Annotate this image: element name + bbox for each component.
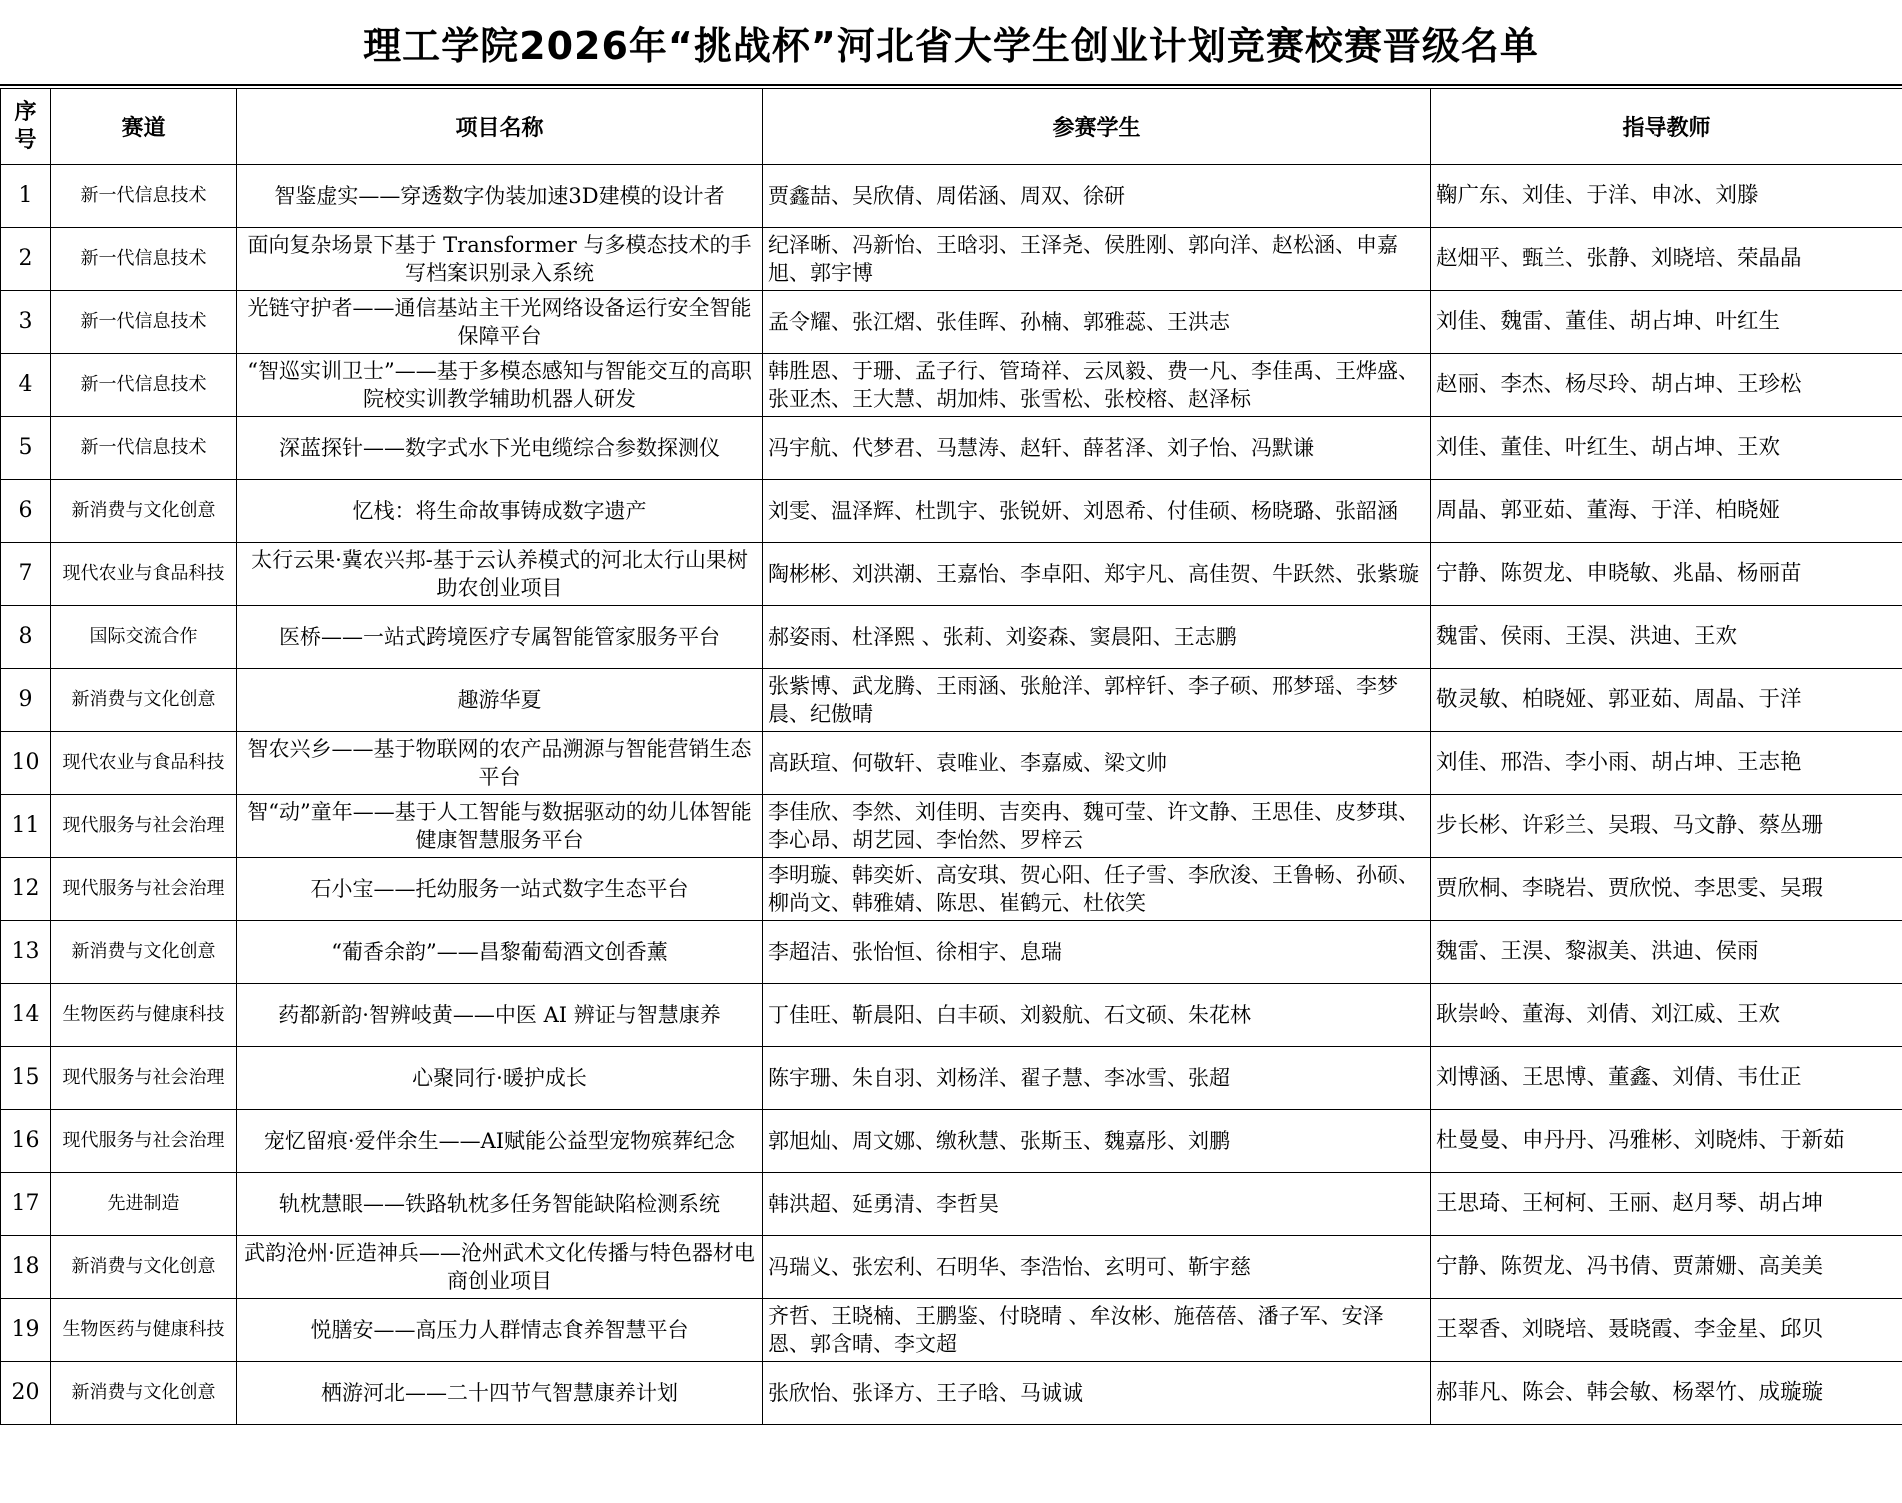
cell-project: 心聚同行·暖护成长 <box>237 1047 763 1110</box>
table-row <box>1 858 1902 921</box>
table-row <box>1 417 1902 480</box>
cell-track: 现代农业与食品科技 <box>51 543 237 606</box>
cell-seq: 11 <box>1 795 51 858</box>
cell-students: 陈宇珊、朱自羽、刘杨洋、翟子慧、李冰雪、张超 <box>763 1047 1431 1110</box>
cell-students: 刘雯、温泽辉、杜凯宇、张锐妍、刘恩希、付佳硕、杨晓璐、张韶涵 <box>763 480 1431 543</box>
header-teachers: 指导教师 <box>1431 89 1902 165</box>
cell-project: 栖游河北——二十四节气智慧康养计划 <box>237 1362 763 1425</box>
cell-teachers: 步长彬、许彩兰、吴瑕、马文静、蔡丛珊 <box>1431 795 1902 858</box>
cell-teachers: 赵畑平、甄兰、张静、刘晓培、荣晶晶 <box>1431 228 1902 291</box>
cell-seq: 15 <box>1 1047 51 1110</box>
cell-seq: 9 <box>1 669 51 732</box>
cell-project: 智鉴虚实——穿透数字伪装加速3D建模的设计者 <box>237 165 763 228</box>
table-row <box>1 795 1902 858</box>
cell-track: 国际交流合作 <box>51 606 237 669</box>
cell-track: 先进制造 <box>51 1173 237 1236</box>
cell-track: 现代服务与社会治理 <box>51 1110 237 1173</box>
cell-seq: 13 <box>1 921 51 984</box>
cell-teachers: 贾欣桐、李晓岩、贾欣悦、李思雯、吴瑕 <box>1431 858 1902 921</box>
cell-teachers: 魏雷、王淏、黎淑美、洪迪、侯雨 <box>1431 921 1902 984</box>
table-row <box>1 669 1902 732</box>
cell-track: 新一代信息技术 <box>51 228 237 291</box>
cell-teachers: 周晶、郭亚茹、董海、于洋、柏晓娅 <box>1431 480 1902 543</box>
header-seq <box>1 89 51 165</box>
cell-teachers: 耿崇岭、董海、刘倩、刘江威、王欢 <box>1431 984 1902 1047</box>
table-row <box>1 165 1902 228</box>
cell-seq: 4 <box>1 354 51 417</box>
cell-project: 忆栈：将生命故事铸成数字遗产 <box>237 480 763 543</box>
table-row <box>1 1110 1902 1173</box>
table-row <box>1 1236 1902 1299</box>
cell-track: 新一代信息技术 <box>51 417 237 480</box>
cell-track: 生物医药与健康科技 <box>51 1299 237 1362</box>
cell-seq: 14 <box>1 984 51 1047</box>
cell-students: 丁佳旺、靳晨阳、白丰硕、刘毅航、石文硕、朱花林 <box>763 984 1431 1047</box>
cell-project: 药都新韵·智辨岐黄——中医 AI 辨证与智慧康养 <box>237 984 763 1047</box>
cell-project: 医桥——一站式跨境医疗专属智能管家服务平台 <box>237 606 763 669</box>
cell-project: 轨枕慧眼——铁路轨枕多任务智能缺陷检测系统 <box>237 1173 763 1236</box>
cell-track: 新消费与文化创意 <box>51 1362 237 1425</box>
cell-teachers: 宁静、陈贺龙、冯书倩、贾萧姗、高美美 <box>1431 1236 1902 1299</box>
cell-teachers: 鞠广东、刘佳、于洋、申冰、刘滕 <box>1431 165 1902 228</box>
table-row <box>1 1047 1902 1110</box>
cell-project: 石小宝——托幼服务一站式数字生态平台 <box>237 858 763 921</box>
cell-teachers: 王翠香、刘晓培、聂晓霞、李金星、邱贝 <box>1431 1299 1902 1362</box>
cell-seq: 18 <box>1 1236 51 1299</box>
table-row <box>1 921 1902 984</box>
cell-students: 韩胜恩、于珊、孟子行、管琦祥、云凤毅、费一凡、李佳禹、王烨盛、张亚杰、王大慧、胡加炜、张雪松、张校榕、赵泽标 <box>763 354 1431 417</box>
cell-track: 新消费与文化创意 <box>51 921 237 984</box>
cell-teachers: 魏雷、侯雨、王淏、洪迪、王欢 <box>1431 606 1902 669</box>
cell-project: 深蓝探针——数字式水下光电缆综合参数探测仪 <box>237 417 763 480</box>
cell-teachers: 敬灵敏、柏晓娅、郭亚茹、周晶、于洋 <box>1431 669 1902 732</box>
cell-students: 韩洪超、延勇清、李哲昊 <box>763 1173 1431 1236</box>
cell-students: 冯宇航、代梦君、马慧涛、赵轩、薛茗泽、刘子怡、冯默谦 <box>763 417 1431 480</box>
cell-project: 太行云果·冀农兴邦-基于云认养模式的河北太行山果树助农创业项目 <box>237 543 763 606</box>
table-row <box>1 984 1902 1047</box>
cell-track: 现代服务与社会治理 <box>51 1047 237 1110</box>
cell-project: 光链守护者——通信基站主干光网络设备运行安全智能保障平台 <box>237 291 763 354</box>
cell-seq: 1 <box>1 165 51 228</box>
table-row <box>1 228 1902 291</box>
cell-project: 智“动”童年——基于人工智能与数据驱动的幼儿体智能健康智慧服务平台 <box>237 795 763 858</box>
cell-seq: 20 <box>1 1362 51 1425</box>
cell-project: 武韵沧州·匠造神兵——沧州武术文化传播与特色器材电商创业项目 <box>237 1236 763 1299</box>
table-row <box>1 732 1902 795</box>
header-seq-line1: 序 <box>14 99 37 125</box>
cell-track: 新一代信息技术 <box>51 354 237 417</box>
cell-seq: 3 <box>1 291 51 354</box>
cell-seq: 5 <box>1 417 51 480</box>
cell-teachers: 刘佳、邢浩、李小雨、胡占坤、王志艳 <box>1431 732 1902 795</box>
cell-teachers: 刘佳、魏雷、董佳、胡占坤、叶红生 <box>1431 291 1902 354</box>
page-title: 理工学院2026年“挑战杯”河北省大学生创业计划竞赛校赛晋级名单 <box>0 0 1902 86</box>
table-row <box>1 1362 1902 1425</box>
cell-students: 贾鑫喆、吴欣倩、周偌涵、周双、徐研 <box>763 165 1431 228</box>
cell-seq: 17 <box>1 1173 51 1236</box>
cell-seq: 16 <box>1 1110 51 1173</box>
table-row <box>1 1299 1902 1362</box>
cell-seq: 8 <box>1 606 51 669</box>
cell-teachers: 刘佳、董佳、叶红生、胡占坤、王欢 <box>1431 417 1902 480</box>
table-row <box>1 1173 1902 1236</box>
cell-students: 齐哲、王晓楠、王鹏鉴、付晓晴 、牟汝彬、施蓓蓓、潘子军、安泽恩、郭含晴、李文超 <box>763 1299 1431 1362</box>
cell-students: 冯瑞义、张宏利、石明华、李浩怡、玄明可、靳宇慈 <box>763 1236 1431 1299</box>
cell-students: 陶彬彬、刘洪潮、王嘉怡、李卓阳、郑宇凡、高佳贺、牛跃然、张紫璇 <box>763 543 1431 606</box>
cell-track: 现代服务与社会治理 <box>51 858 237 921</box>
table-row <box>1 354 1902 417</box>
cell-teachers: 王思琦、王柯柯、王丽、赵月琴、胡占坤 <box>1431 1173 1902 1236</box>
cell-track: 现代服务与社会治理 <box>51 795 237 858</box>
cell-seq: 19 <box>1 1299 51 1362</box>
cell-track: 新消费与文化创意 <box>51 1236 237 1299</box>
table-body <box>1 165 1902 1425</box>
cell-students: 郭旭灿、周文娜、缴秋慧、张斯玉、魏嘉彤、刘鹏 <box>763 1110 1431 1173</box>
cell-seq: 10 <box>1 732 51 795</box>
cell-teachers: 赵丽、李杰、杨尽玲、胡占坤、王珍松 <box>1431 354 1902 417</box>
cell-students: 李超洁、张怡恒、徐相宇、息瑞 <box>763 921 1431 984</box>
cell-students: 高跃瑄、何敬轩、袁唯业、李嘉威、梁文帅 <box>763 732 1431 795</box>
header-project: 项目名称 <box>237 89 763 165</box>
table-row <box>1 480 1902 543</box>
table-row <box>1 606 1902 669</box>
cell-seq: 12 <box>1 858 51 921</box>
header-track: 赛道 <box>51 89 237 165</box>
header-students: 参赛学生 <box>763 89 1431 165</box>
cell-teachers: 刘博涵、王思博、董鑫、刘倩、韦仕正 <box>1431 1047 1902 1110</box>
cell-track: 新消费与文化创意 <box>51 480 237 543</box>
cell-seq: 6 <box>1 480 51 543</box>
cell-students: 张紫博、武龙腾、王雨涵、张舱洋、郭梓钎、李子硕、邢梦瑶、李梦晨、纪傲晴 <box>763 669 1431 732</box>
cell-students: 张欣怡、张译方、王子晗、马诚诚 <box>763 1362 1431 1425</box>
cell-track: 现代农业与食品科技 <box>51 732 237 795</box>
header-seq-line2: 号 <box>14 127 37 153</box>
qualified-list-table <box>0 88 1902 1425</box>
table-row <box>1 543 1902 606</box>
cell-seq: 2 <box>1 228 51 291</box>
cell-teachers: 杜曼曼、申丹丹、冯雅彬、刘晓炜、于新茹 <box>1431 1110 1902 1173</box>
cell-teachers: 郝菲凡、陈会、韩会敏、杨翠竹、成璇璇 <box>1431 1362 1902 1425</box>
cell-project: “葡香余韵”——昌黎葡萄酒文创香薰 <box>237 921 763 984</box>
cell-project: 智农兴乡——基于物联网的农产品溯源与智能营销生态平台 <box>237 732 763 795</box>
cell-seq: 7 <box>1 543 51 606</box>
cell-students: 纪泽晰、冯新怡、王晗羽、王泽尧、侯胜刚、郭向洋、赵松涵、申嘉旭、郭宇博 <box>763 228 1431 291</box>
cell-project: 面向复杂场景下基于 Transformer 与多模态技术的手写档案识别录入系统 <box>237 228 763 291</box>
cell-project: 悦膳安——高压力人群情志食养智慧平台 <box>237 1299 763 1362</box>
cell-project: 趣游华夏 <box>237 669 763 732</box>
cell-students: 孟令耀、张江熠、张佳晖、孙楠、郭雅蕊、王洪志 <box>763 291 1431 354</box>
cell-teachers: 宁静、陈贺龙、申晓敏、兆晶、杨丽苗 <box>1431 543 1902 606</box>
header-row <box>1 89 1902 165</box>
cell-students: 李佳欣、李然、刘佳明、吉奕冉、魏可莹、许文静、王思佳、皮梦琪、李心昂、胡艺园、李怡然、罗梓云 <box>763 795 1431 858</box>
cell-track: 新一代信息技术 <box>51 291 237 354</box>
cell-students: 郝姿雨、杜泽熙 、张莉、刘姿森、窦晨阳、王志鹏 <box>763 606 1431 669</box>
cell-students: 李明璇、韩奕妡、高安琪、贺心阳、任子雪、李欣浚、王鲁畅、孙硕、柳尚文、韩雅婧、陈思、崔鹤元、杜依笑 <box>763 858 1431 921</box>
cell-track: 新一代信息技术 <box>51 165 237 228</box>
cell-project: “智巡实训卫士”——基于多模态感知与智能交互的高职院校实训教学辅助机器人研发 <box>237 354 763 417</box>
cell-track: 生物医药与健康科技 <box>51 984 237 1047</box>
table-row <box>1 291 1902 354</box>
cell-project: 宠忆留痕·爱伴余生——AI赋能公益型宠物殡葬纪念 <box>237 1110 763 1173</box>
cell-track: 新消费与文化创意 <box>51 669 237 732</box>
